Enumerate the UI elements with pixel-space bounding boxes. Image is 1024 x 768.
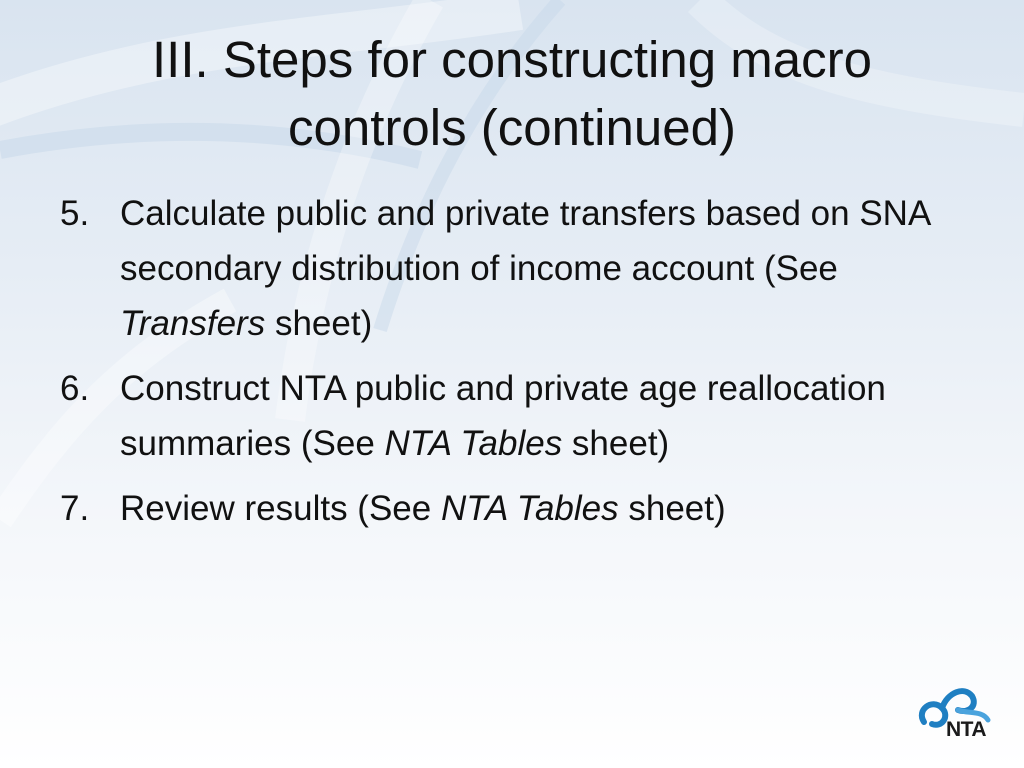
step-sheet-name: NTA Tables (384, 424, 563, 463)
step-sheet-name: NTA Tables (440, 489, 619, 528)
step-text-end: sheet) (618, 489, 726, 528)
list-item (60, 481, 960, 536)
list-item (60, 186, 960, 351)
step-number: 5. (60, 194, 90, 233)
steps-list (60, 186, 960, 546)
step-text-end: sheet) (265, 304, 373, 343)
step-text: Calculate public and private transfers based on SNA secondary distribution of income account (See (120, 194, 930, 288)
step-number: 7. (60, 489, 90, 528)
slide-title: III. Steps for constructing macro controls (continued) (152, 31, 872, 156)
step-number: 6. (60, 369, 90, 408)
list-item (60, 361, 960, 471)
step-text-end: sheet) (562, 424, 670, 463)
step-text: Review results (See (120, 489, 441, 528)
step-sheet-name: Transfers (120, 304, 266, 343)
logo-text: NTA (946, 718, 987, 741)
step-text: Construct NTA public and private age reallocation summaries (See (120, 369, 886, 463)
